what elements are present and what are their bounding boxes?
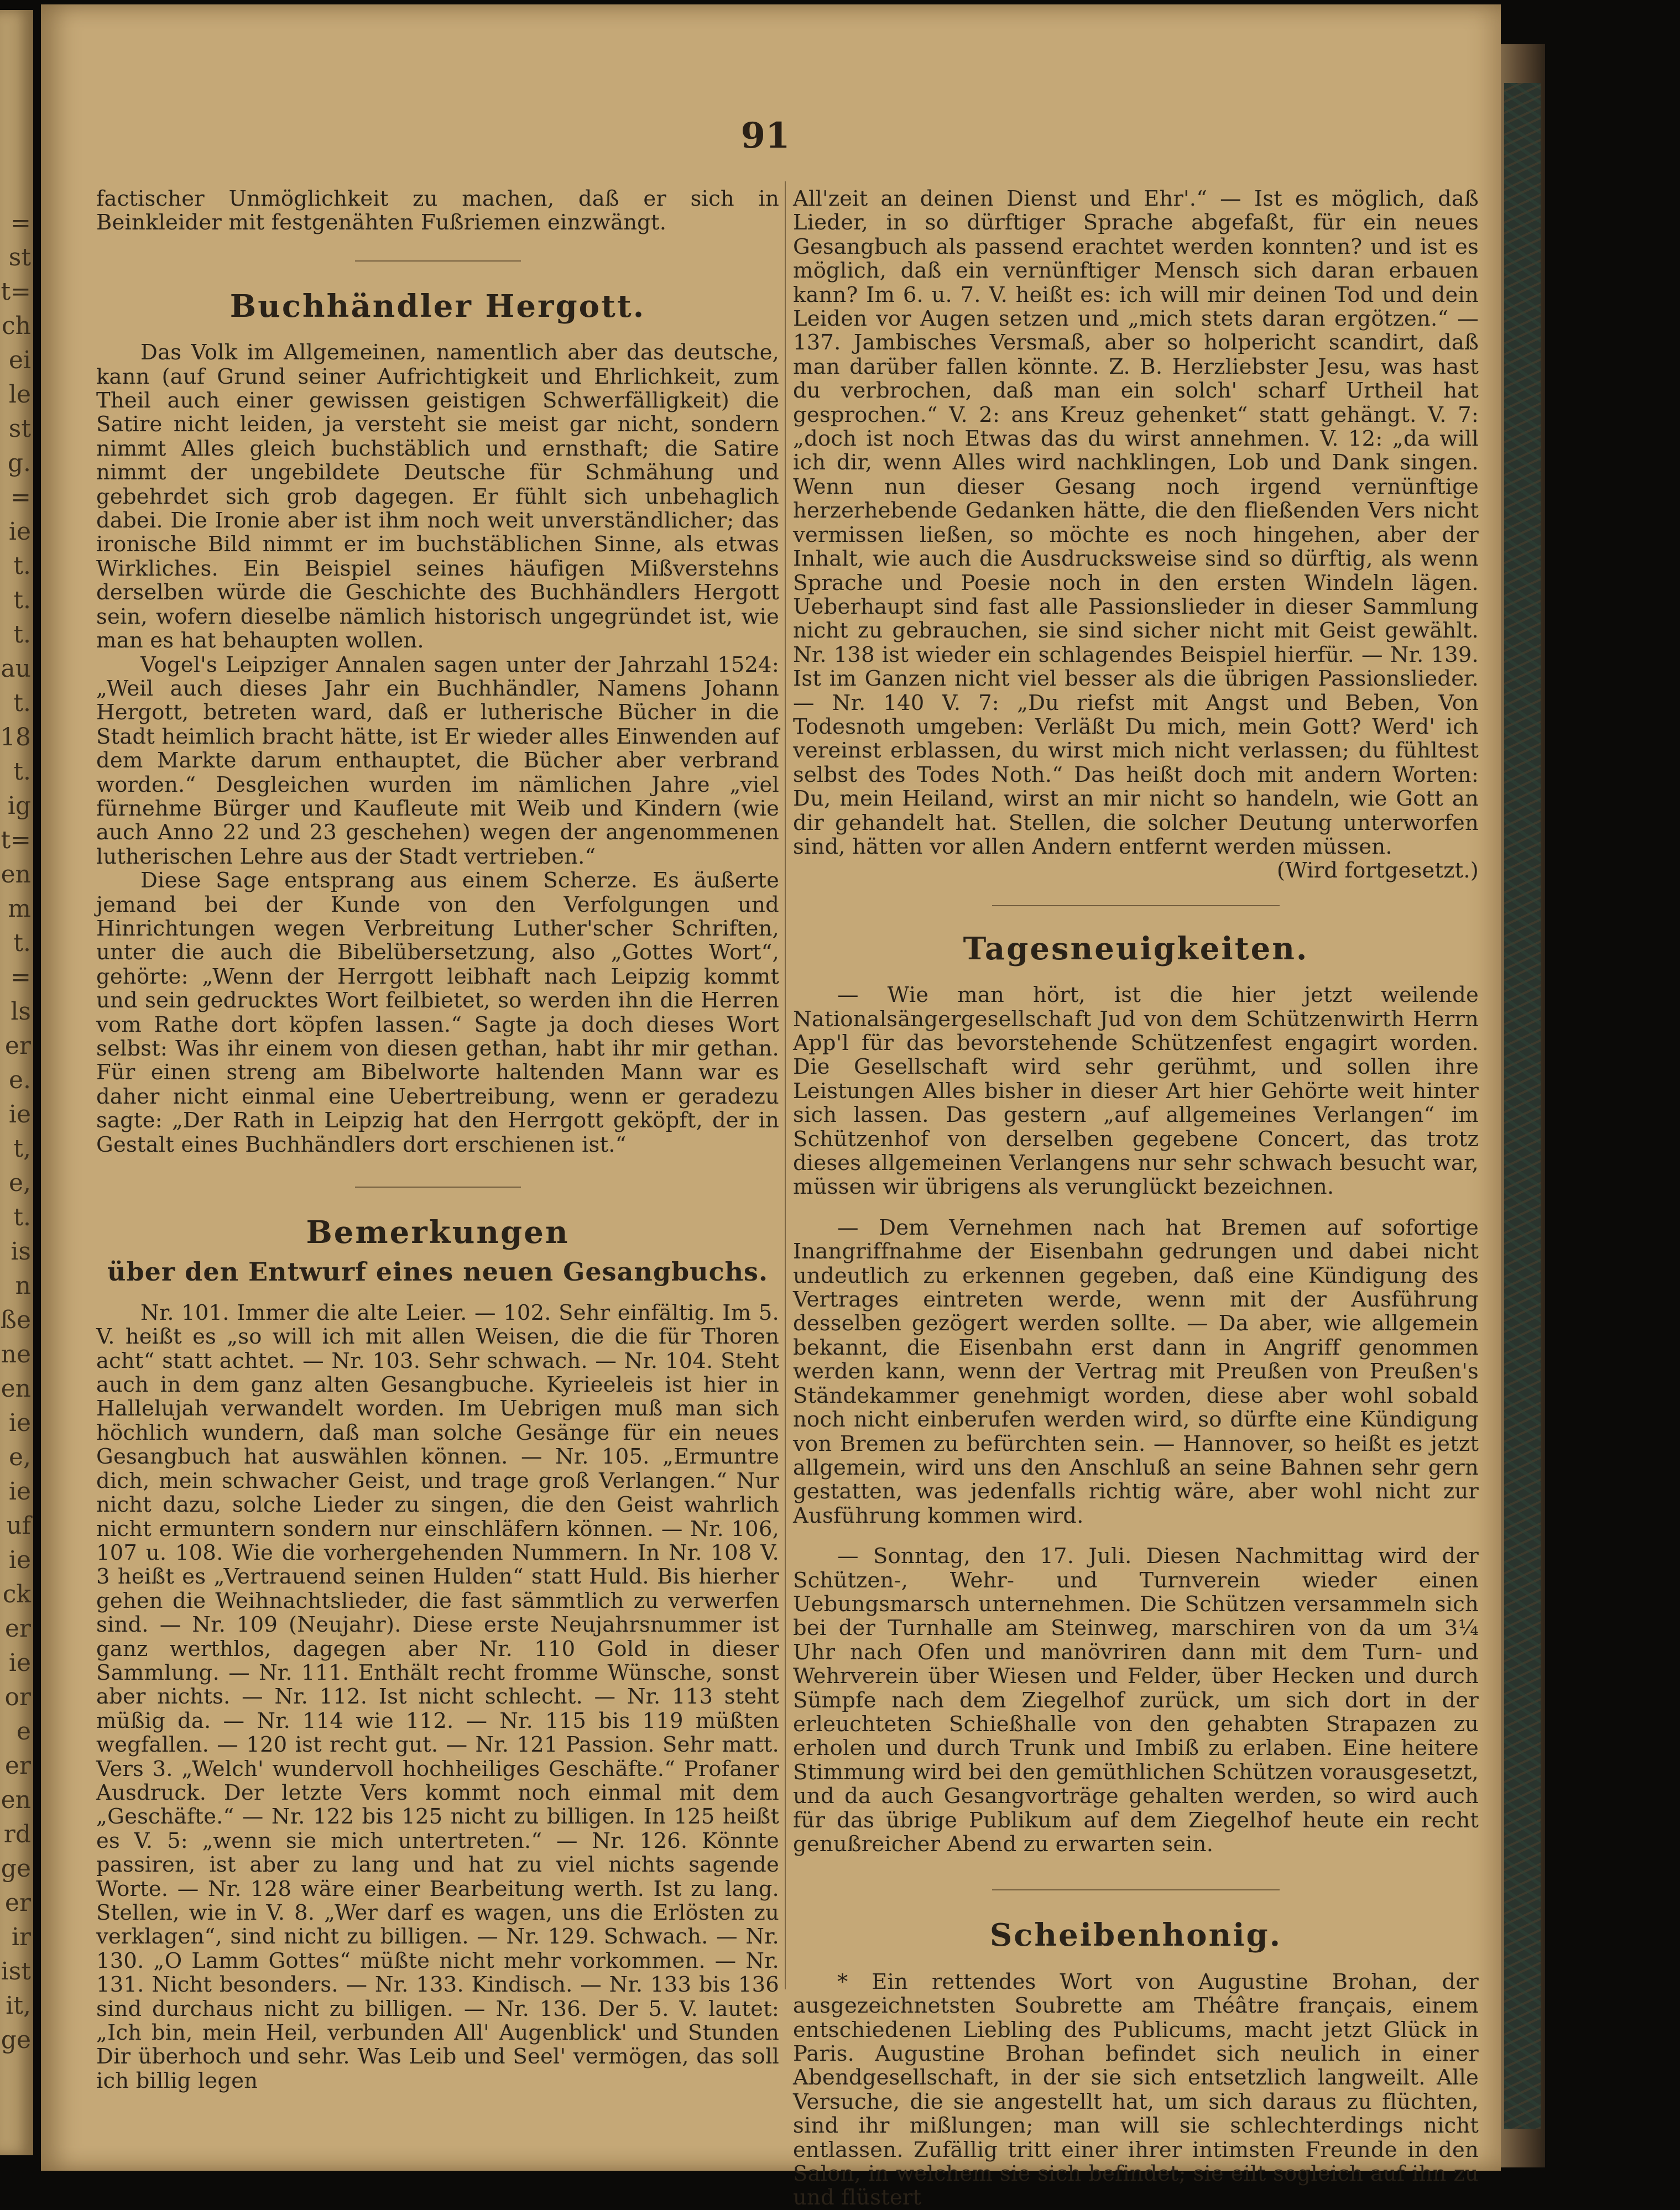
marbled-edge <box>1504 83 1541 2129</box>
previous-page-text-fragment: t. <box>13 757 31 786</box>
previous-page-text-fragment: t. <box>13 929 31 957</box>
previous-page-text-fragment: uf <box>6 1512 31 1540</box>
previous-page-text-fragment: ie <box>8 1477 31 1506</box>
previous-page-text-fragment: or <box>4 1683 31 1711</box>
continued-paragraph: All'zeit an deinen Dienst und Ehr'.“ — Ist es möglich, daß Lieder, in so dürftiger Sprache abgefaßt, für ein neues Gesangbuch als passend erachtet werden konnten? und ist es möglich, daß ein vernünftiger Mensch sich daran erbauen kann? Im 6. u. 7. V. heißt es: ich will mir deinen Tod und dein Leiden vor Augen setzen und „mich stets daran ergötzen.“ — 137. Jambisches Versmaß, aber so holpericht scandirt, daß man darüber fallen könnte. Z. B. Herzliebster Jesu, was hast du verbrochen, daß man ein solch' scharf Urtheil hat gesprochen.“ V. 2: ans Kreuz gehenket“ statt gehängt. V. 7: „doch ist noch Etwas das du wirst annehmen. V. 12: „da will ich dir, wenn Alles wird nachklingen, Lob und Dank singen. Wenn nun dieser Gesang noch irgend vernünftige herzerhebende Gedanken hätte, die den fließenden Vers nicht vermissen ließen, so möchte es noch hingehen, aber der Inhalt, wie auch die Ausdrucksweise sind so dürftig, als wenn Sprache und Poesie noch in den ersten Windeln lägen. Ueberhaupt sind fast alle Passionslieder in dieser Sammlung nicht zu gebrauchen, sie sind sicher nicht mit Geist gewählt. Nr. 138 ist wieder ein schlagendes Beispiel hierfür. — Nr. 139. Ist im Ganzen nicht viel besser als die übrigen Passionslieder. — Nr. 140 V. 7: „Du riefst mit Angst und Beben, Von Todesnoth umgeben: Verläßt Du mich, mein Gott? Werd' ich vereinst erblassen, du wirst mich nicht verlassen; du fühltest selbst des Todes Noth.“ Das heißt doch mit andern Worten: Du, mein Heiland, wirst an mir nicht so handeln, wie Gott an dir gehandelt hat. Stellen, die solcher Deutung unterworfen sind, hätten vor allen Andern entfernt werden müssen. <box>793 186 1479 859</box>
previous-page-text-fragment: e. <box>8 1066 31 1094</box>
previous-page-text-fragment: er <box>4 1032 31 1060</box>
article-paragraph: Diese Sage entsprang aus einem Scherze. Es äußerte jemand bei der Kunde von den Verfolgungen und Hinrichtungen wegen Verbreitung Luther'scher Schriften, unter die auch die Bibelübersetzung, also „Gottes Wort“, gehörte: „Wenn der Herrgott leibhaft nach Leipzig kommt und sein gedrucktes Wort feilbietet, so werden ihn die Herren vom Rathe dort köpfen lassen.“ Sagte ja doch dieses Wort selbst: Was ihr einem von diesen gethan, habt ihr mir gethan. Für einen streng am Bibelworte haltenden Mann war es daher nicht einmal eine Uebertreibung, wenn er geradezu sagte: „Der Rath in Leipzig hat den Herrgott geköpft, der in Gestalt eines Buchhändlers dort erschienen ist.“ <box>96 868 779 1157</box>
previous-page-edge <box>0 10 33 2155</box>
previous-page-text-fragment: ne <box>1 1340 31 1368</box>
previous-page-text-fragment: er <box>4 1889 31 1917</box>
previous-page-text-fragment: g. <box>7 449 31 477</box>
previous-page-text-fragment: ch <box>2 312 31 340</box>
previous-page-text-fragment: e <box>16 1717 31 1746</box>
previous-page-text-fragment: t. <box>13 689 31 717</box>
previous-page-text-fragment: ist <box>1 1957 31 1986</box>
column-divider <box>785 181 786 1989</box>
previous-page-text-fragment: ie <box>8 518 31 546</box>
previous-page-text-fragment: 18 <box>0 723 31 751</box>
previous-page-text-fragment: t. <box>13 620 31 649</box>
previous-page-text-fragment: n <box>15 1272 31 1300</box>
previous-page-text-fragment: ße <box>0 1306 31 1334</box>
previous-page-text-fragment: ir <box>11 1923 31 1951</box>
article-title-hergott: Buchhändler Hergott. <box>229 288 646 325</box>
previous-page-text-fragment: en <box>1 1786 31 1814</box>
previous-page-text-fragment: t. <box>13 586 31 614</box>
previous-page-text-fragment: ck <box>2 1580 31 1608</box>
previous-page-text-fragment: le <box>8 380 31 409</box>
article-paragraph: Vogel's Leipziger Annalen sagen unter der Jahrzahl 1524: „Weil auch dieses Jahr ein Buchhändler, Namens Johann Hergott, betreten ward, daß er lutherische Bücher in die Stadt heimlich bracht hätte, ist Er wieder alles Einwenden auf dem Markte darum enthauptet, die Bücher aber verbrand worden.“ Desgleichen wurden im nämlichen Jahre „viel fürnehme Bürger und Kaufleute mit Weib und Kindern (wie auch Anno 22 und 23 geschehen) wegen der angenommenen lutherischen Lehre aus der Stadt vertrieben.“ <box>96 652 779 869</box>
previous-page-text-fragment: st <box>8 415 31 443</box>
previous-page-text-fragment: = <box>11 483 31 511</box>
previous-page-text-fragment: ie <box>8 1409 31 1437</box>
previous-page-text-fragment: m <box>8 895 31 923</box>
article-paragraph: Das Volk im Allgemeinen, namentlich aber das deutsche, kann (auf Grund seiner Aufrichtigkeit und Ehrlichkeit, zum Theil auch einer gewissen geistigen Schwerfälligkeit) die Satire nicht leiden, ja versteht sie meist gar nicht, sondern nimmt Alles gleich buchstäblich und ernsthaft; die Satire nimmt der ungebildete Deutsche für Schmähung und gebehrdet sich grob dagegen. Er fühlt sich unbehaglich dabei. Die Ironie aber ist ihm noch weit unverständlicher; das ironische Bild nimmt er im buchstäblichen Sinne, als etwas Wirkliches. Ein Beispiel seines häufigen Mißverstehns derselben würde die Geschichte des Buchhändlers Hergott sein, wofern dieselbe nämlich historisch ungegründet ist, wie man es hat behaupten wollen. <box>96 340 779 654</box>
article-title-scheibenhonig: Scheibenhonig. <box>989 1917 1282 1954</box>
previous-page-text-fragment: au <box>1 655 31 683</box>
previous-page-text-fragment: = <box>11 209 31 237</box>
news-item: — Dem Vernehmen nach hat Bremen auf sofortige Inangriffnahme der Eisenbahn gedrungen und dabei nicht undeutlich zu erkennen gegeben, daß eine Kündigung des Vertrages eintreten werde, wenn mit der Ausführung desselben gezögert werden sollte. — Da aber, wie allgemein bekannt, die Eisenbahn erst dann in Angriff genommen werden kann, wenn der Vertrag mit Preußen von Preußen's Ständekammer genehmigt worden, diese aber wohl sobald noch nicht einberufen werden wird, so dürfte eine Kündigung von Bremen zu befürchten sein. — Hannover, so heißt es jetzt allgemein, wird uns den Anschluß an seine Bahnen sehr gern gestatten, was jedenfalls richtig wäre, aber wohl nicht zur Ausführung kommen wird. <box>793 1215 1479 1528</box>
article-title-bemerkungen: Bemerkungen <box>306 1214 570 1251</box>
previous-page-text-fragment: it, <box>6 1992 31 2020</box>
right-column <box>793 187 1479 2210</box>
previous-page-text-fragment: t, <box>13 1135 31 1163</box>
previous-page-text-fragment: t. <box>13 1203 31 1231</box>
article-paragraph: * Ein rettendes Wort von Augustine Brohan, der ausgezeichnetsten Soubrette am Théâtre français, einem entschiedenen Liebling des Publicums, macht jetzt Glück in Paris. Augustine Brohan befindet sich neulich in einer Abendgesellschaft, in der sie sich entsetzlich langweilt. Alle Versuche, die sie angestellt hat, um sich daraus zu flüchten, sind ihr mißlungen; man will sie schlechterdings nicht entlassen. Zufällig tritt einer ihrer intimsten Freunde in den Salon, in welchem sie sich befindet; sie eilt sogleich auf ihn zu und flüstert <box>793 1969 1479 2210</box>
previous-page-text-fragment: ie <box>8 1546 31 1574</box>
previous-page-text-fragment: ig <box>7 792 31 820</box>
continued-note: (Wird fortgesetzt.) <box>1276 858 1479 884</box>
previous-page-text-fragment: st <box>8 243 31 271</box>
previous-page-text-fragment: en <box>1 860 31 889</box>
article-title-tagesneuigkeiten: Tagesneuigkeiten. <box>963 930 1309 967</box>
previous-page-text-fragment: en <box>1 1375 31 1403</box>
previous-page-text-fragment: ie <box>8 1100 31 1128</box>
previous-page-text-fragment: t= <box>1 278 31 306</box>
previous-page-text-fragment: t= <box>1 826 31 854</box>
previous-page-text-fragment: ge <box>1 2026 31 2054</box>
previous-page-text-fragment: = <box>11 963 31 991</box>
previous-page-text-fragment: ie <box>8 1649 31 1677</box>
left-column <box>96 187 779 2093</box>
previous-page-text-fragment: ge <box>1 1854 31 1883</box>
article-subtitle: über den Entwurf eines neuen Gesangbuchs. <box>107 1257 768 1287</box>
article-paragraph: Nr. 101. Immer die alte Leier. — 102. Sehr einfältig. Im 5. V. heißt es „so will ich mit allen Weisen, die die für Thoren acht“ statt achtet. — Nr. 103. Sehr schwach. — Nr. 104. Steht auch in dem ganz alten Gesangbuche. Kyrieeleis ist hier in Hallelujah verwandelt worden. Im Uebrigen muß man sich höchlich wundern, daß man solche Gesänge für ein neues Gesangbuch hat auswählen können. — Nr. 105. „Ermuntre dich, mein schwacher Geist, und trage groß Verlangen.“ Nur nicht dazu, solche Lieder zu singen, die den Geist wahrlich nicht ermuntern sondern nur einschläfern können. — Nr. 106, 107 u. 108. Wie die vorhergehenden Nummern. In Nr. 108 V. 3 heißt es „Vertrauend seinen Hulden“ statt Huld. Bis hierher gehen die Weihnachtslieder, die fast sämmtlich zu verwerfen sind. — Nr. 109 (Neujahr). Diese erste Neujahrsnummer ist ganz werthlos, dagegen aber Nr. 110 Gold in dieser Sammlung. — Nr. 111. Enthält recht fromme Wünsche, sonst aber nichts. — Nr. 112. Ist nicht schlecht. — Nr. 113 steht müßig da. — Nr. 114 wie 112. — Nr. 115 bis 119 müßten wegfallen. — 120 ist recht gut. — Nr. 121 Passion. Sehr matt. Vers 3. „Welch' wundervoll hochheiliges Geschäfte.“ Profaner Ausdruck. Der letzte Vers kommt noch einmal mit dem „Geschäfte.“ — Nr. 122 bis 125 nicht zu billigen. In 125 heißt es V. 5: „wenn sie mich untertreten.“ — Nr. 126. Könnte passiren, ist aber zu lang und hat zu viel nichts sagende Worte. — Nr. 128 wäre einer Bearbeitung werth. Ist zu lang. Stellen, wie in V. 8. „Wer darf es wagen, uns die Erlösten zu verklagen“, sind nicht zu billigen. — Nr. 129. Schwach. — Nr. 130. „O Lamm Gottes“ müßte nicht mehr vorkommen. — Nr. 131. Nicht besonders. — Nr. 133. Kindisch. — Nr. 133 bis 136 sind durchaus nicht zu billigen. — Nr. 136. Der 5. V. lautet: „Ich bin, mein Heil, verbunden All' Augenblick' und Stunden Dir überhoch und sehr. Was Leib und Seel' vermögen, das soll ich billig legen <box>96 1300 779 2093</box>
news-item: — Wie man hört, ist die hier jetzt weilende Nationalsängergesellschaft Jud von dem Schützenwirth Herrn App'l für das bevorstehende Schützenfest engagirt worden. Die Gesellschaft wird sehr gerühmt, und sollen ihre Leistungen Alles bisher in dieser Art hier Gehörte weit hinter sich lassen. Das gestern „auf allgemeines Verlangen“ im Schützenhof von derselben gegebene Concert, das trotz dieses allgemeinen Verlangens nur sehr schwach besucht war, müssen wir übrigens als verunglückt bezeichnen. <box>793 983 1479 1200</box>
previous-page-text-fragment: t. <box>13 552 31 580</box>
previous-page-text-fragment: er <box>4 1752 31 1780</box>
intro-paragraph: factischer Unmöglichkeit zu machen, daß er sich in Beinkleider mit festgenähten Fußriemen einzwängt. <box>96 186 779 236</box>
previous-page-text-fragment: is <box>11 1237 31 1266</box>
previous-page-text-fragment: e, <box>8 1169 31 1197</box>
previous-page-text-fragment: e, <box>8 1443 31 1471</box>
previous-page-text-fragment: ls <box>11 997 31 1026</box>
previous-page-text-fragment: er <box>4 1615 31 1643</box>
news-item: — Sonntag, den 17. Juli. Diesen Nachmittag wird der Schützen-, Wehr- und Turnverein wieder einen Uebungsmarsch unternehmen. Die Schützen versammeln sich bei der Turnhalle am Steinweg, marschiren von da um 3¼ Uhr nach Ofen und manövriren dann mit dem Turn- und Wehrverein über Wiesen und Felder, über Hecken und durch Sümpfe nach dem Ziegelhof zurück, um sich dort in der erleuchteten Schießhalle von den gehabten Strapazen zu erholen und durch Trunk und Imbiß zu erlaben. Eine heitere Stimmung wird bei den gemüthlichen Schützen vorausgesetzt, und da auch Gesangvorträge gehalten werden, so wird auch für das übrige Publikum auf dem Ziegelhof heute ein recht genußreicher Abend zu erwarten sein. <box>793 1544 1479 1857</box>
previous-page-text-fragment: rd <box>3 1820 31 1848</box>
previous-page-text-fragment: ei <box>8 346 31 374</box>
newspaper-page <box>41 4 1501 2210</box>
page-number: 91 <box>740 115 790 156</box>
